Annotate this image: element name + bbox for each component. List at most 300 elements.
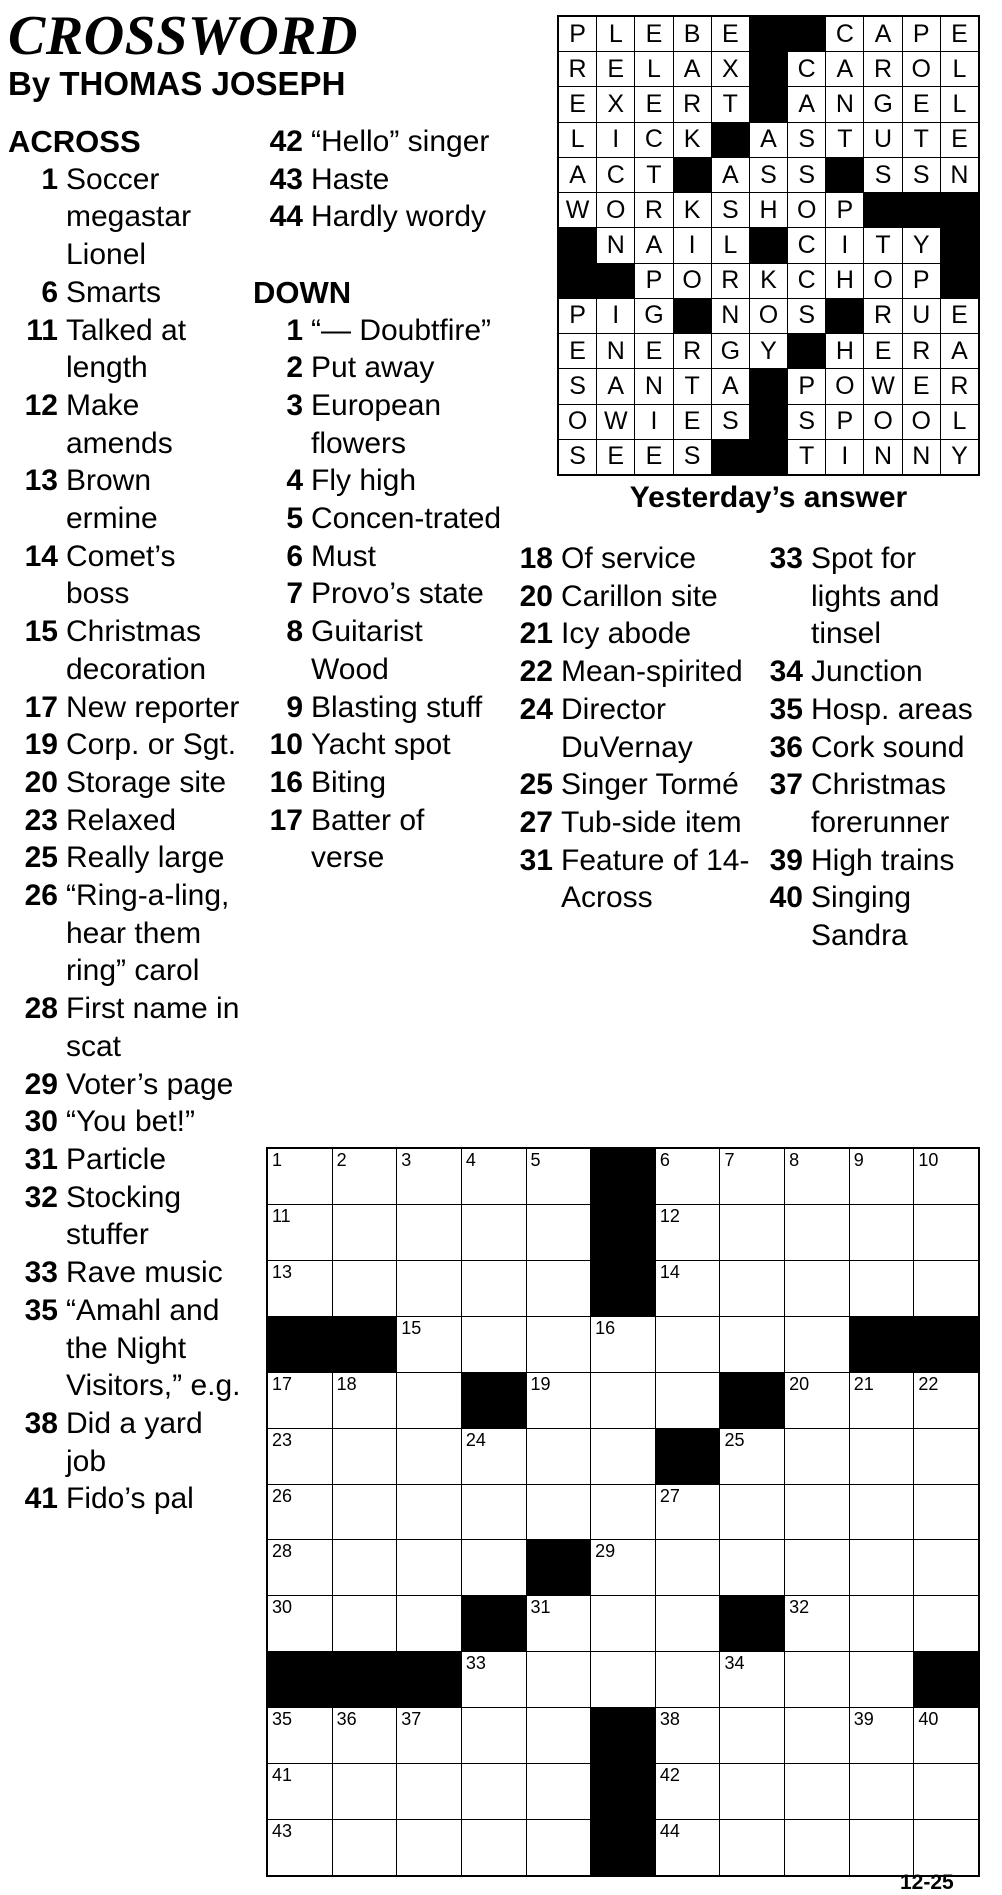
puzzle-cell[interactable] [268,1373,332,1428]
puzzle-cell[interactable] [397,1596,461,1651]
across-clue-42 [253,123,503,161]
answer-black-square [559,228,596,262]
clue-number: 9 [286,690,303,724]
puzzle-cell[interactable] [914,1429,978,1484]
clue-column-3 [503,540,753,917]
across-clue-32 [8,1179,243,1254]
answer-cell: S [559,369,596,403]
puzzle-cell[interactable] [268,1540,332,1595]
clue-text: Comet’s boss [66,539,176,611]
clue-text: New reporter [66,690,240,724]
puzzle-cell[interactable] [720,1652,784,1707]
puzzle-cell[interactable] [914,1205,978,1260]
answer-cell: S [788,158,825,192]
puzzle-cell[interactable] [591,1429,655,1484]
clue-text: Haste [311,162,390,196]
clue-text: Brown ermine [66,464,158,536]
puzzle-cell[interactable] [656,1540,720,1595]
answer-cell: E [635,87,672,121]
cell-number: 5 [530,1150,541,1170]
puzzle-cell[interactable] [720,1485,784,1540]
puzzle-cell[interactable] [527,1708,591,1763]
clue-number: 10 [269,728,303,762]
answer-black-square [864,193,901,227]
cell-number: 33 [465,1653,486,1674]
across-clue-29 [8,1066,243,1104]
puzzle-cell[interactable] [720,1429,784,1484]
puzzle-cell[interactable] [333,1820,397,1875]
puzzle-cell[interactable] [397,1149,461,1204]
puzzle-cell[interactable] [527,1485,591,1540]
puzzle-cell[interactable] [333,1205,397,1260]
answer-cell: P [635,264,672,298]
puzzle-black-square [850,1317,914,1372]
across-clue-list [8,161,243,1518]
cell-number: 16 [595,1317,616,1338]
puzzle-cell[interactable] [462,1540,526,1595]
answer-cell: S [712,193,749,227]
puzzle-cell[interactable] [397,1429,461,1484]
puzzle-cell[interactable] [720,1820,784,1875]
answer-cell: E [559,87,596,121]
puzzle-cell[interactable] [397,1764,461,1819]
puzzle-cell[interactable] [527,1205,591,1260]
puzzle-cell[interactable] [397,1820,461,1875]
cell-number: 37 [401,1709,422,1730]
clue-number: 42 [269,125,303,158]
down-clue-34 [753,653,993,691]
answer-cell: U [903,299,940,333]
puzzle-cell[interactable] [462,1708,526,1763]
puzzle-cell[interactable] [268,1261,332,1316]
across-clue-14 [8,538,243,613]
answer-cell: A [788,87,825,121]
puzzle-black-square [591,1764,655,1819]
puzzle-cell[interactable] [785,1205,849,1260]
puzzle-cell[interactable] [850,1429,914,1484]
answer-cell: E [941,299,978,333]
puzzle-cell[interactable] [720,1205,784,1260]
answer-black-square [712,123,749,157]
puzzle-cell[interactable] [462,1149,526,1204]
puzzle-cell[interactable] [785,1708,849,1763]
puzzle-cell[interactable] [914,1540,978,1595]
answer-cell: I [826,440,863,474]
answer-cell: E [597,440,634,474]
puzzle-cell[interactable] [656,1764,720,1819]
puzzle-cell[interactable] [268,1485,332,1540]
answer-cell: L [712,228,749,262]
clue-text: First name in scat [66,992,240,1063]
clue-number: 32 [24,1180,58,1214]
answer-cell: S [559,440,596,474]
answer-cell: P [826,405,863,439]
puzzle-cell[interactable] [462,1485,526,1540]
cell-number: 24 [465,1429,486,1450]
answer-cell: S [750,158,787,192]
puzzle-cell[interactable] [914,1485,978,1540]
puzzle-cell[interactable] [785,1764,849,1819]
clue-number: 30 [24,1105,58,1139]
clue-text: Singing Sandra [811,881,912,953]
answer-cell: P [826,193,863,227]
down-clue-36 [753,729,993,767]
clue-text: Really large [66,841,225,875]
puzzle-cell[interactable] [527,1429,591,1484]
cell-number: 3 [401,1150,412,1170]
across-clue-43 [253,161,503,199]
answer-cell: N [864,440,901,474]
clue-number: 20 [519,579,553,613]
puzzle-cell[interactable] [850,1205,914,1260]
answer-cell: S [788,123,825,157]
puzzle-cell[interactable] [462,1652,526,1707]
answer-cell: N [941,158,978,192]
puzzle-cell[interactable] [268,1820,332,1875]
puzzle-cell[interactable] [656,1652,720,1707]
puzzle-cell[interactable] [397,1540,461,1595]
down-clue-22 [503,653,753,691]
puzzle-cell[interactable] [333,1485,397,1540]
cell-number: 31 [530,1597,551,1618]
puzzle-cell[interactable] [785,1261,849,1316]
answer-cell: O [864,264,901,298]
answer-cell: T [712,87,749,121]
clue-number: 35 [769,692,803,726]
puzzle-cell[interactable] [720,1764,784,1819]
puzzle-cell[interactable] [720,1317,784,1372]
answer-cell: P [788,369,825,403]
puzzle-cell[interactable] [720,1540,784,1595]
puzzle-cell[interactable] [462,1429,526,1484]
answer-cell: I [597,123,634,157]
across-clue-6 [8,274,243,312]
clue-number: 29 [24,1067,58,1101]
clue-number: 24 [519,692,553,726]
clue-text: Smarts [66,275,162,309]
puzzle-cell[interactable] [397,1317,461,1372]
puzzle-cell[interactable] [914,1596,978,1651]
answer-cell: L [597,17,634,51]
puzzle-cell[interactable] [914,1820,978,1875]
down-clue-10 [253,726,503,764]
answer-cell: L [941,405,978,439]
cell-number: 32 [789,1597,810,1618]
answer-cell: C [788,52,825,86]
puzzle-cell[interactable] [333,1261,397,1316]
puzzle-cell[interactable] [527,1596,591,1651]
puzzle-cell[interactable] [850,1540,914,1595]
puzzle-cell[interactable] [850,1149,914,1204]
date-code: 12-25 [900,1871,954,1894]
answer-black-square [826,299,863,333]
answer-cell: N [597,228,634,262]
clue-text: Must [311,539,377,573]
answer-cell: H [826,264,863,298]
puzzle-black-square [720,1373,784,1428]
puzzle-cell[interactable] [656,1317,720,1372]
across-clue-41 [8,1480,243,1518]
clue-text: Storage site [66,765,227,799]
answer-black-square [903,193,940,227]
puzzle-cell[interactable] [850,1764,914,1819]
puzzle-cell[interactable] [591,1596,655,1651]
puzzle-cell[interactable] [462,1205,526,1260]
answer-cell: E [559,334,596,368]
down-clue-16 [253,764,503,802]
puzzle-cell[interactable] [785,1820,849,1875]
puzzle-cell[interactable] [268,1429,332,1484]
answer-cell: O [864,405,901,439]
across-clue-44 [253,198,503,236]
puzzle-cell[interactable] [785,1149,849,1204]
clue-text: Particle [66,1142,167,1176]
answer-cell: W [559,193,596,227]
puzzle-cell[interactable] [785,1596,849,1651]
clue-text: Fly high [311,464,417,498]
clue-number: 3 [286,388,303,422]
clue-number: 39 [769,843,803,877]
puzzle-cell[interactable] [720,1261,784,1316]
down-clue-3 [253,387,503,462]
puzzle-cell[interactable] [397,1485,461,1540]
answer-cell: E [635,17,672,51]
clue-column-4 [753,540,993,955]
puzzle-cell[interactable] [656,1596,720,1651]
clue-text: Christmas decoration [66,615,207,686]
puzzle-cell[interactable] [850,1373,914,1428]
cell-number: 11 [272,1205,291,1226]
puzzle-cell[interactable] [720,1708,784,1763]
answer-black-square [750,17,787,51]
clue-text: Cork sound [811,730,965,764]
puzzle-cell[interactable] [591,1317,655,1372]
down-clue-21 [503,615,753,653]
puzzle-black-square [914,1652,978,1707]
puzzle-cell[interactable] [591,1373,655,1428]
puzzle-cell[interactable] [527,1317,591,1372]
down-clue-25 [503,766,753,804]
puzzle-cell[interactable] [527,1764,591,1819]
puzzle-cell[interactable] [785,1540,849,1595]
puzzle-cell[interactable] [527,1373,591,1428]
answer-cell: C [597,158,634,192]
answer-cell: N [597,334,634,368]
puzzle-black-square [333,1652,397,1707]
clue-number: 12 [24,388,58,422]
down-clue-39 [753,842,993,880]
clue-text: Biting [311,765,387,799]
clue-number: 43 [269,162,303,196]
clue-number: 25 [519,768,553,802]
puzzle-cell[interactable] [268,1205,332,1260]
answer-cell: T [826,123,863,157]
answer-cell: O [674,264,711,298]
clue-number: 33 [24,1256,58,1290]
clue-number: 13 [24,464,58,498]
cell-number: 9 [853,1150,864,1170]
clue-number: 17 [24,690,58,724]
puzzle-cell[interactable] [333,1764,397,1819]
puzzle-cell[interactable] [914,1261,978,1316]
puzzle-cell[interactable] [850,1596,914,1651]
answer-cell: P [903,17,940,51]
cell-number: 4 [465,1150,476,1170]
clue-number: 33 [769,542,803,575]
puzzle-cell[interactable] [850,1261,914,1316]
puzzle-cell[interactable] [333,1708,397,1763]
down-clue-40 [753,879,993,954]
puzzle-cell[interactable] [656,1373,720,1428]
answer-cell: W [597,405,634,439]
across-clue-25 [8,839,243,877]
answer-cell: L [559,123,596,157]
cell-number: 6 [659,1150,670,1170]
puzzle-cell[interactable] [591,1652,655,1707]
down-clue-9 [253,689,503,727]
clue-number: 5 [286,502,303,536]
clue-text: Director DuVernay [561,692,693,764]
answer-cell: T [788,440,825,474]
cell-number: 27 [659,1485,680,1506]
answer-cell: A [674,52,711,86]
cell-number: 7 [724,1150,735,1170]
cell-number: 35 [272,1709,293,1730]
clue-text: Christmas forerunner [811,768,950,839]
answer-cell: R [864,52,901,86]
puzzle-cell[interactable] [333,1149,397,1204]
answer-cell: E [674,405,711,439]
puzzle-black-square [462,1373,526,1428]
puzzle-cell[interactable] [850,1485,914,1540]
puzzle-cell[interactable] [268,1764,332,1819]
answer-cell: O [903,52,940,86]
clue-number: 19 [24,728,58,762]
puzzle-cell[interactable] [914,1149,978,1204]
puzzle-black-square [268,1317,332,1372]
puzzle-cell[interactable] [462,1820,526,1875]
clue-text: “Hello” singer [311,125,490,158]
puzzle-cell[interactable] [914,1708,978,1763]
answer-cell: R [674,334,711,368]
puzzle-cell[interactable] [268,1708,332,1763]
puzzle-cell[interactable] [656,1708,720,1763]
clue-number: 4 [286,464,303,498]
down-clue-list-continued-2 [753,540,993,955]
puzzle-black-square [397,1652,461,1707]
yesterdays-answer-grid [557,15,980,476]
answer-cell: R [712,264,749,298]
puzzle-cell[interactable] [656,1820,720,1875]
clue-text: Blasting stuff [311,690,483,724]
answer-cell: S [788,299,825,333]
answer-cell: O [903,405,940,439]
puzzle-cell[interactable] [268,1149,332,1204]
puzzle-cell[interactable] [591,1485,655,1540]
clue-number: 8 [286,615,303,649]
puzzle-cell[interactable] [333,1540,397,1595]
clue-text: Concen-trated [311,502,502,536]
across-clue-31 [8,1141,243,1179]
answer-black-square [941,228,978,262]
puzzle-cell[interactable] [333,1373,397,1428]
answer-cell: A [826,52,863,86]
puzzle-cell[interactable] [785,1429,849,1484]
down-clue-27 [503,804,753,842]
answer-cell: Y [941,440,978,474]
answer-cell: C [788,264,825,298]
clue-number: 34 [769,655,803,689]
clue-text: Guitarist Wood [311,615,423,686]
puzzle-cell[interactable] [333,1596,397,1651]
cell-number: 28 [272,1541,293,1562]
puzzle-cell[interactable] [914,1373,978,1428]
clue-column-2 [253,123,503,877]
answer-cell: E [903,369,940,403]
puzzle-cell[interactable] [268,1596,332,1651]
puzzle-cell[interactable] [914,1764,978,1819]
answer-cell: T [903,123,940,157]
puzzle-cell[interactable] [785,1652,849,1707]
puzzle-cell[interactable] [462,1261,526,1316]
puzzle-cell[interactable] [591,1540,655,1595]
answer-cell: H [750,193,787,227]
cell-number: 8 [789,1150,800,1170]
answer-cell: A [559,158,596,192]
puzzle-cell[interactable] [397,1373,461,1428]
puzzle-cell[interactable] [397,1261,461,1316]
clue-text: Make amends [66,388,173,460]
puzzle-cell[interactable] [527,1820,591,1875]
puzzle-cell[interactable] [462,1764,526,1819]
puzzle-cell[interactable] [333,1429,397,1484]
puzzle-cell[interactable] [397,1708,461,1763]
down-clue-6 [253,538,503,576]
puzzle-cell[interactable] [462,1317,526,1372]
puzzle-cell[interactable] [656,1485,720,1540]
answer-cell: S [864,158,901,192]
puzzle-cell[interactable] [785,1373,849,1428]
puzzle-cell[interactable] [656,1261,720,1316]
clue-number: 31 [24,1142,58,1176]
puzzle-cell[interactable] [785,1317,849,1372]
puzzle-cell[interactable] [527,1261,591,1316]
clue-text: Mean-spirited [561,655,743,689]
puzzle-cell[interactable] [656,1149,720,1204]
answer-black-square [750,52,787,86]
puzzle-cell[interactable] [850,1708,914,1763]
clue-number: 2 [286,351,303,385]
puzzle-cell[interactable] [397,1205,461,1260]
clue-number: 40 [769,881,803,915]
clue-text: Talked at length [66,313,187,385]
puzzle-cell[interactable] [850,1652,914,1707]
puzzle-cell[interactable] [785,1485,849,1540]
down-clue-1 [253,312,503,350]
answer-cell: C [635,123,672,157]
puzzle-cell[interactable] [527,1149,591,1204]
puzzle-cell[interactable] [527,1652,591,1707]
answer-cell: X [712,52,749,86]
puzzle-cell[interactable] [720,1149,784,1204]
puzzle-cell[interactable] [850,1820,914,1875]
cell-number: 23 [272,1429,293,1450]
across-clue-30 [8,1103,243,1141]
puzzle-cell[interactable] [656,1205,720,1260]
answer-cell: E [941,17,978,51]
cell-number: 2 [336,1150,347,1170]
answer-cell: N [635,369,672,403]
